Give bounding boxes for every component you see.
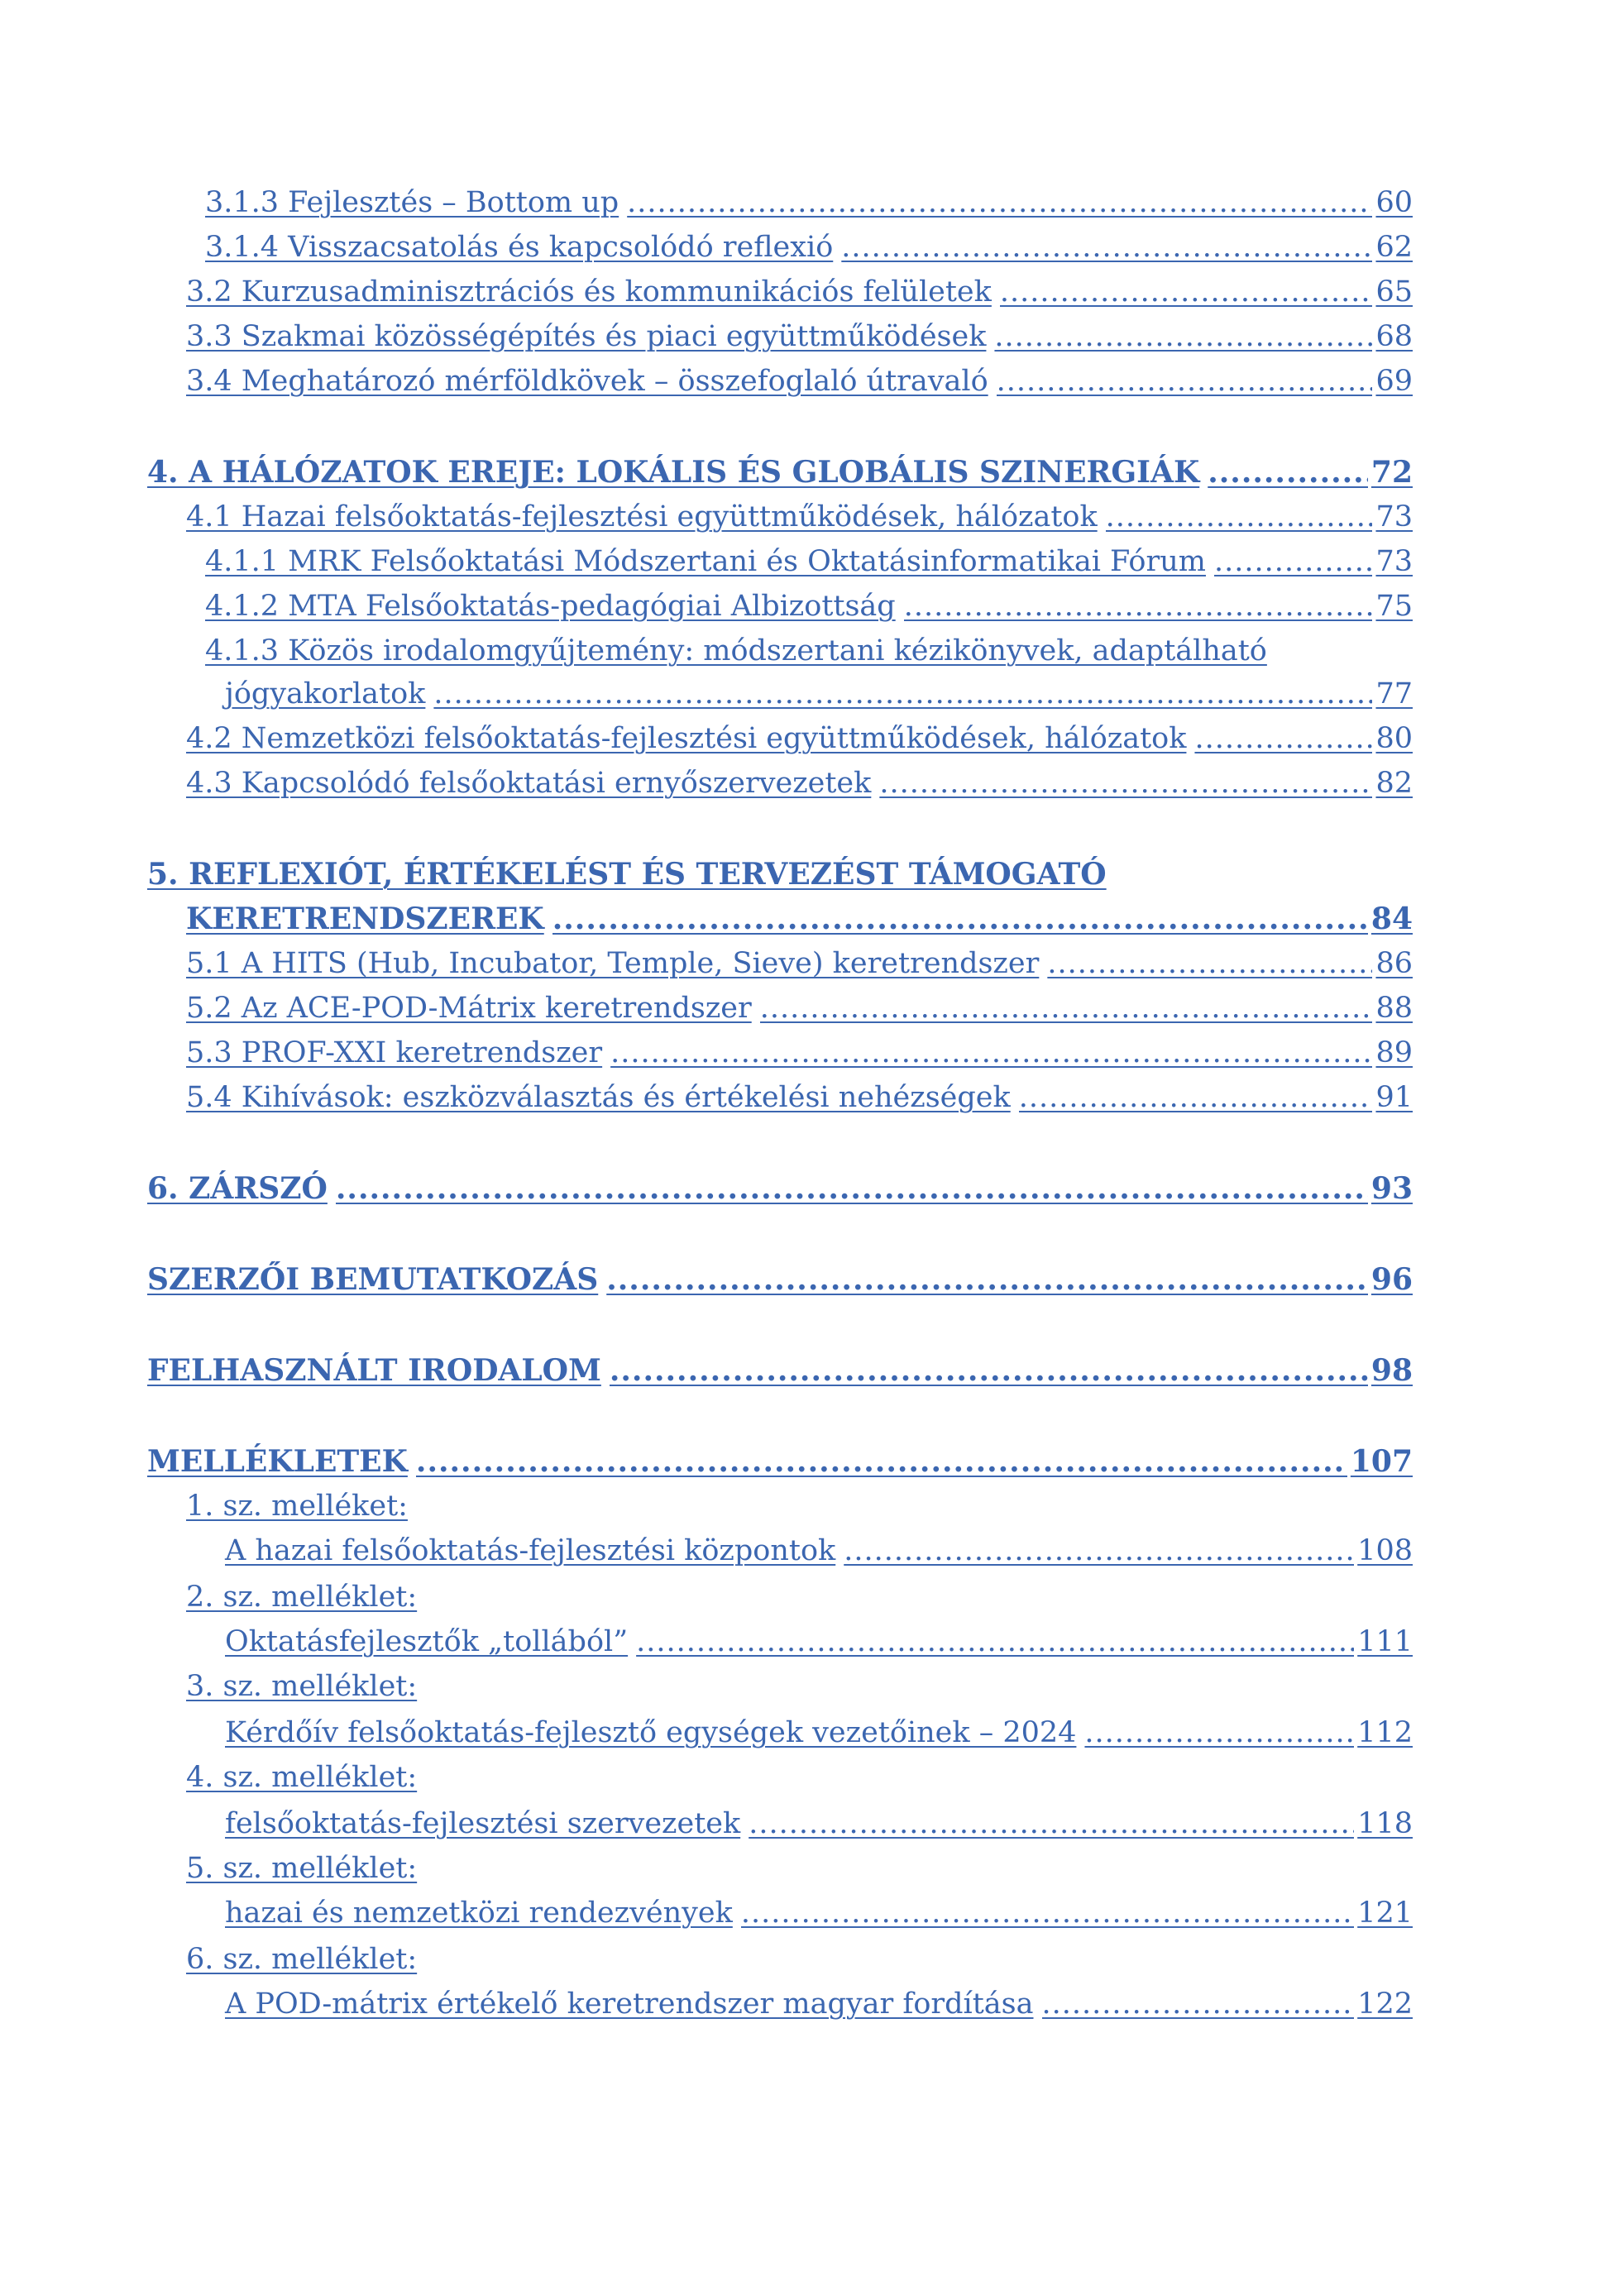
- dot-leader: [1106, 498, 1373, 536]
- dot-leader: [1047, 945, 1372, 983]
- dot-leader: [760, 989, 1373, 1027]
- toc-entry[interactable]: [225, 1532, 1413, 1570]
- toc-entry-title: SZERZŐI BEMUTATKOZÁS: [147, 1262, 599, 1297]
- dot-leader: [841, 228, 1372, 266]
- toc-entry-title: jógyakorlatok: [225, 677, 426, 710]
- toc-entry-title: 4.1.1 MRK Felsőoktatási Módszertani és Oktatásinformatikai Fórum: [205, 545, 1206, 578]
- toc-entry[interactable]: [225, 1894, 1413, 1932]
- toc-entry-title: 6. sz. melléklet:: [186, 1943, 418, 1976]
- toc-entry[interactable]: [147, 1170, 1413, 1208]
- toc-entry-title: 4.2 Nemzetközi felsőoktatás-fejlesztési együttműködések, hálózatok: [186, 722, 1187, 755]
- dot-leader: [336, 1170, 1368, 1208]
- toc-entry-page-number: 121: [1357, 1897, 1413, 1930]
- toc-entry-page-number: 118: [1357, 1807, 1413, 1840]
- toc-entry-title: 5.4 Kihívások: eszközválasztás és értékelési nehézségek: [186, 1081, 1011, 1114]
- dot-leader: [433, 675, 1372, 713]
- toc-entry-title: 3.1.3 Fejlesztés – Bottom up: [205, 186, 619, 219]
- toc-entry-page-number: 77: [1375, 677, 1413, 710]
- dot-leader: [879, 764, 1372, 802]
- toc-entry[interactable]: [186, 1940, 417, 1978]
- toc-entry[interactable]: [186, 720, 1413, 758]
- toc-entry-title: 4. A HÁLÓZATOK EREJE: LOKÁLIS ÉS GLOBÁLIS SZINERGIÁK: [147, 455, 1200, 490]
- toc-entry-page-number: 88: [1375, 992, 1413, 1025]
- dot-leader: [610, 1351, 1368, 1390]
- toc-entry[interactable]: [225, 1805, 1413, 1843]
- toc-entry[interactable]: [186, 989, 1413, 1027]
- toc-entry-page-number: 73: [1375, 500, 1413, 533]
- toc-entry[interactable]: [225, 1714, 1413, 1752]
- toc-entry-page-number: 84: [1370, 902, 1413, 936]
- dot-leader: [994, 318, 1372, 356]
- toc-entry[interactable]: [205, 543, 1413, 581]
- toc-entry-title: A hazai felsőoktatás-fejlesztési központok: [225, 1534, 836, 1567]
- toc-entry-page-number: 89: [1375, 1036, 1413, 1069]
- toc-entry[interactable]: [147, 453, 1413, 491]
- toc-entry-title: 4.1.3 Közös irodalomgyűjtemény: módszertani kézikönyvek, adaptálható: [205, 634, 1267, 667]
- dot-leader: [741, 1894, 1354, 1932]
- toc-entry-title: A POD-mátrix értékelő keretrendszer magyar fordítása: [225, 1987, 1034, 2021]
- toc-entry[interactable]: [186, 1578, 417, 1616]
- toc-entry[interactable]: [186, 498, 1413, 536]
- toc-entry-title: 5.2 Az ACE-POD-Mátrix keretrendszer: [186, 992, 752, 1025]
- dot-leader: [1042, 1985, 1355, 2023]
- toc-entry-title: 2. sz. melléklet:: [186, 1581, 418, 1614]
- toc-entry-title: 3.2 Kurzusadminisztrációs és kommunikációs felületek: [186, 275, 992, 309]
- toc-entry-title: 5. REFLEXIÓT, ÉRTÉKELÉST ÉS TERVEZÉST TÁMOGATÓ: [147, 857, 1107, 892]
- dot-leader: [997, 362, 1373, 400]
- toc-entry[interactable]: [186, 362, 1413, 400]
- toc-entry-page-number: 75: [1375, 590, 1413, 623]
- toc-entry-page-number: 122: [1357, 1987, 1413, 2021]
- toc-entry[interactable]: [186, 273, 1413, 311]
- dot-leader: [552, 900, 1368, 938]
- toc-entry-title: 3.1.4 Visszacsatolás és kapcsolódó reflexió: [205, 231, 834, 264]
- toc-entry-title: 3.3 Szakmai közösségépítés és piaci együttműködések: [186, 320, 987, 353]
- toc-entry[interactable]: [186, 1849, 417, 1887]
- toc-entry-page-number: 91: [1375, 1081, 1413, 1114]
- dot-leader: [749, 1805, 1354, 1843]
- toc-entry-page-number: 62: [1375, 231, 1413, 264]
- toc-entry-title: 4.1.2 MTA Felsőoktatás-pedagógiai Albizottság: [205, 590, 896, 623]
- toc-entry-page-number: 65: [1375, 275, 1413, 309]
- toc-entry-title: Oktatásfejlesztők „tollából”: [225, 1625, 629, 1658]
- toc-entry-page-number: 107: [1350, 1444, 1413, 1479]
- dot-leader: [904, 587, 1373, 625]
- toc-entry-title: 5. sz. melléklet:: [186, 1852, 418, 1885]
- toc-entry-title: 3. sz. melléklet:: [186, 1670, 418, 1703]
- toc-entry[interactable]: [186, 1079, 1413, 1117]
- toc-entry[interactable]: [147, 855, 1107, 893]
- dot-leader: [1084, 1714, 1354, 1752]
- toc-entry[interactable]: [147, 1351, 1413, 1390]
- toc-entry-title: 5.3 PROF-XXI keretrendszer: [186, 1036, 603, 1069]
- toc-entry-page-number: 98: [1370, 1353, 1413, 1388]
- dot-leader: [1019, 1079, 1373, 1117]
- toc-entry-page-number: 72: [1370, 455, 1413, 490]
- dot-leader: [606, 1260, 1368, 1299]
- toc-entry[interactable]: [225, 675, 1413, 713]
- toc-entry-page-number: 112: [1357, 1716, 1413, 1749]
- toc-entry-page-number: 68: [1375, 320, 1413, 353]
- toc-entry[interactable]: [225, 1623, 1413, 1661]
- toc-entry[interactable]: [186, 1667, 417, 1705]
- toc-entry[interactable]: [205, 587, 1413, 625]
- toc-entry[interactable]: [205, 184, 1413, 222]
- toc-entry-title: FELHASZNÁLT IRODALOM: [147, 1353, 601, 1388]
- toc-entry[interactable]: [186, 1487, 408, 1525]
- dot-leader: [1208, 453, 1368, 491]
- toc-entry-page-number: 93: [1370, 1171, 1413, 1206]
- toc-entry-title: hazai és nemzetközi rendezvények: [225, 1897, 733, 1930]
- toc-entry[interactable]: [147, 1442, 1413, 1480]
- toc-entry[interactable]: [186, 1034, 1413, 1072]
- dot-leader: [636, 1623, 1354, 1661]
- toc-entry-title: felsőoktatás-fejlesztési szervezetek: [225, 1807, 741, 1840]
- toc-entry-page-number: 96: [1370, 1262, 1413, 1297]
- toc-entry-title: Kérdőív felsőoktatás-fejlesztő egységek vezetőinek – 2024: [225, 1716, 1077, 1749]
- toc-entry[interactable]: [186, 318, 1413, 356]
- dot-leader: [1000, 273, 1373, 311]
- toc-entry[interactable]: [205, 228, 1413, 266]
- toc-entry-page-number: 73: [1375, 545, 1413, 578]
- toc-entry[interactable]: [186, 945, 1413, 983]
- toc-entry-title: 6. ZÁRSZÓ: [147, 1171, 328, 1206]
- dot-leader: [416, 1442, 1347, 1480]
- toc-entry[interactable]: [225, 1985, 1413, 2023]
- toc-entry-page-number: 60: [1375, 186, 1413, 219]
- toc-entry-title: 1. sz. melléket:: [186, 1490, 408, 1523]
- toc-entry-title: MELLÉKLETEK: [147, 1444, 408, 1479]
- toc-entry-title: 4.3 Kapcsolódó felsőoktatási ernyőszervezetek: [186, 767, 872, 800]
- dot-leader: [1214, 543, 1372, 581]
- toc-entry[interactable]: [205, 632, 1267, 670]
- toc-entry-page-number: 86: [1375, 947, 1413, 980]
- dot-leader: [627, 184, 1372, 222]
- toc-entry-title: KERETRENDSZEREK: [186, 902, 544, 936]
- toc-entry[interactable]: [147, 1260, 1413, 1299]
- toc-entry-page-number: 80: [1375, 722, 1413, 755]
- toc-entry-page-number: 82: [1375, 767, 1413, 800]
- toc-entry-title: 4. sz. melléklet:: [186, 1761, 418, 1794]
- dot-leader: [844, 1532, 1354, 1570]
- toc-entry-page-number: 69: [1375, 365, 1413, 398]
- toc-entry[interactable]: [186, 900, 1413, 938]
- toc-entry[interactable]: [186, 764, 1413, 802]
- toc-entry-page-number: 111: [1357, 1625, 1413, 1658]
- toc-entry[interactable]: [186, 1758, 417, 1796]
- dot-leader: [1194, 720, 1372, 758]
- dot-leader: [610, 1034, 1372, 1072]
- toc-entry-page-number: 108: [1357, 1534, 1413, 1567]
- toc-entry-title: 3.4 Meghatározó mérföldkövek – összefoglaló útravaló: [186, 365, 988, 398]
- toc-entry-title: 4.1 Hazai felsőoktatás-fejlesztési együttműködések, hálózatok: [186, 500, 1098, 533]
- toc-entry-title: 5.1 A HITS (Hub, Incubator, Temple, Sieve) keretrendszer: [186, 947, 1040, 980]
